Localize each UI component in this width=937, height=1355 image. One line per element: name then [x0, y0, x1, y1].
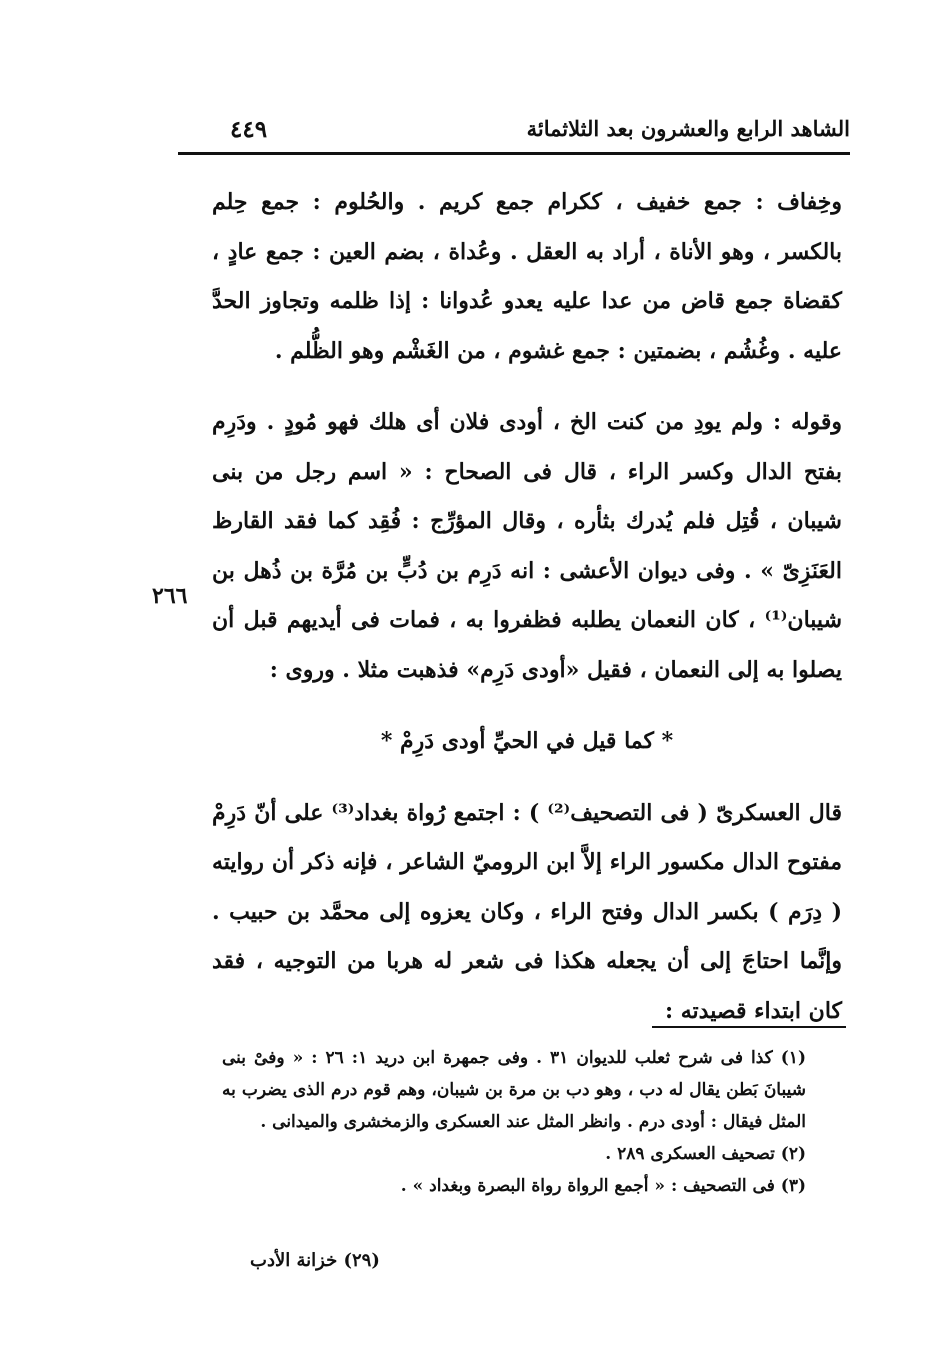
paragraph-1: وخِفاف : جمع خفيف ، ككرام جمع كريم . والحُلوم : جمع حِلم بالكسر ، وهو الأناة ، أراد به العقل . وعُداة ، بضم العين : جمع عادٍ ، كقضاة جمع قاض من عدا عليه يعدو عُدوانا : إذا ظلمه وتجاوز الحدَّ عليه . وغُشُم ، بضمتين : جمع غشوم ، من الغَشْم وهو الظُّلم . [212, 189, 842, 364]
main-text [212, 178, 842, 1036]
signature-mark: (٢٩) خزانة الأدب [250, 1250, 380, 1271]
footnote-2: (٢) تصحيف العسكرى ٢٨٩ . [605, 1144, 806, 1164]
verse-line: * كما قيل في الحيِّ أودى دَرِمْ * [380, 728, 674, 754]
paragraph-2: وقوله : ولم يودِ من كنت الخ ، أودى فلان أى هلك فهو مُودٍ . ودَرِم بفتح الدال وكسر الراء ، قال فى الصحاح : « اسم رجل من بنى شيبان ، قُتِل فلم يُدرك بثأره ، وقال المؤرِّج : فُقِد كما فقد القارظ العَنَزِىّ » . وفى ديوان الأعشى : انه دَرِم بن دُبٍّ بن مُرَّة بن ذُهل بن شيبان⁽¹⁾ ، كان النعمان يطلبه فظفروا به ، فمات فى أيديهم قبل أن يصلوا به إلى النعمان ، فقيل «أودى دَرِم» فذهبت مثلا . وروى : [212, 409, 842, 683]
running-head: الشاهد الرابع والعشرون بعد الثلاثمائة [526, 116, 850, 141]
marginal-number: ٢٦٦ [152, 583, 188, 609]
page-number: ٤٤٩ [230, 116, 268, 143]
page-header [180, 112, 850, 148]
footnote-3: (٣) فى التصحيف : « أجمع الرواة رواة البصرة وبغداد » . [400, 1176, 806, 1196]
header-rule [178, 152, 850, 155]
paragraph-3: قال العسكرىّ ( فى التصحيف⁽²⁾ ) : اجتمع رُواة بغداد⁽³⁾ على أنّ دَرِمْ مفتوح الدال مكسور الراء إلاَّ ابن الروميّ الشاعر ، فإنه ذكر أن روايته ( دِرَم ) بكسر الدال وفتح الراء ، وكان يعزوه إلى محمَّد بن حبيب . وإنَّما احتاجَ إلى أن يجعله هكذا فى شعر له هربا من التوجيه ، فقد كان ابتداء قصيدته : [212, 799, 843, 1024]
footnote-rule [652, 1026, 846, 1028]
footnotes [222, 1042, 836, 1202]
footnote-1: (١) كذا فى شرح ثعلب للديوان ٣١ . وفى جمهرة ابن دريد ١: ٢٦ : « وفىْ بنى شيبانَ بَطن يقال له دب ، وهو دب بن مرة بن شيبان، وهم قوم درم الذى يضرب به المثل فيقال : أودى درم . وانظر المثل عند العسكرى والزمخشرى والميدانى . [222, 1048, 806, 1132]
